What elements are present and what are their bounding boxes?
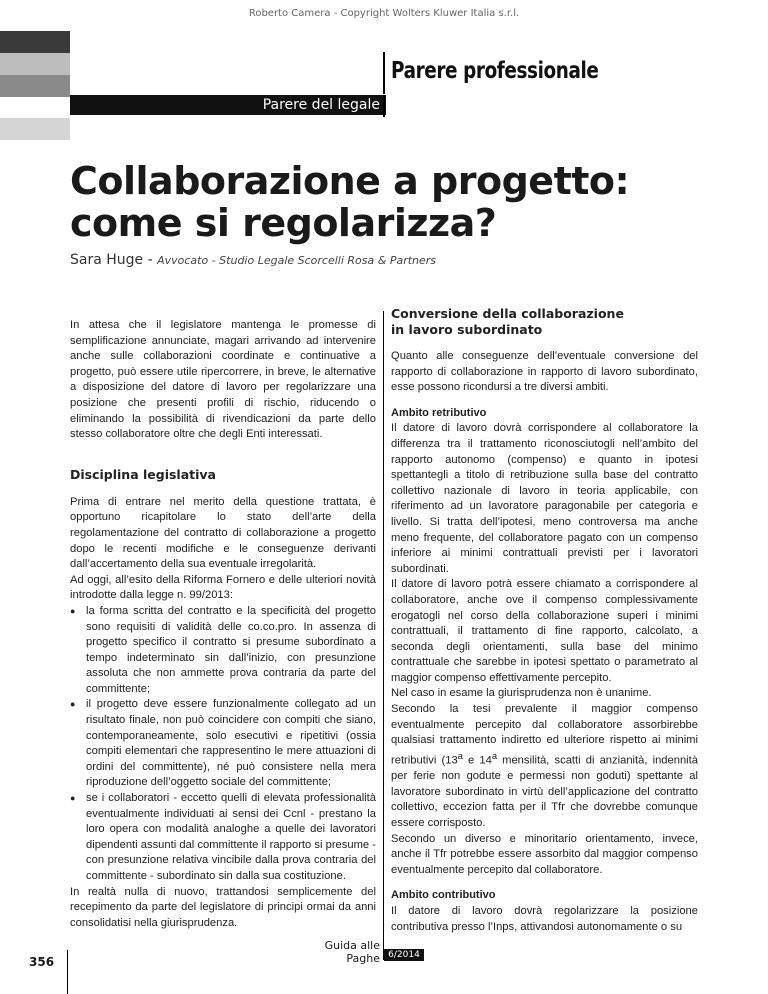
decorative-block bbox=[0, 53, 70, 75]
text-run: Secondo la tesi prevalente il maggior compenso eventualmente percepito dal collaboratore assorbirebbe qualsiasi trattamento indiretto ed ulteriore rispetto ai minimi retributivi (13 bbox=[391, 703, 698, 767]
footer-divider bbox=[67, 950, 68, 994]
list-item: ● se i collaboratori - eccetto quelli di elevata professionalità eventualmente individuati ai sensi dei Ccnl - prestano la loro opera con modalità analoghe a quelle dei lavoratori dipendenti assunti dal committente il rapporto si presume - con presunzione relativa vincibile dalla prova contraria del committente - subordinato sin dalla sua costituzione. bbox=[70, 791, 376, 885]
left-column bbox=[70, 318, 376, 931]
right-column bbox=[391, 306, 698, 935]
heading-line: in lavoro subordinato bbox=[391, 322, 543, 337]
header-divider bbox=[383, 52, 385, 94]
requirements-list bbox=[70, 604, 376, 885]
section-title: Parere professionale bbox=[391, 58, 599, 84]
copyright-notice: Roberto Camera - Copyright Wolters Kluwer Italia s.r.l. bbox=[248, 8, 520, 19]
decorative-block bbox=[0, 75, 70, 97]
page-number: 356 bbox=[29, 955, 55, 969]
column-divider bbox=[383, 311, 384, 951]
superscript: a bbox=[457, 750, 463, 761]
title-line: come si regolarizza? bbox=[70, 201, 497, 245]
author-byline bbox=[70, 252, 436, 268]
author-name: Sara Huge - bbox=[70, 252, 158, 268]
title-line: Collaborazione a progetto: bbox=[70, 159, 630, 203]
article-title bbox=[70, 160, 629, 244]
section-heading bbox=[391, 306, 698, 338]
subsection-divider bbox=[383, 95, 385, 117]
text-run: mensilità, scatti di anzianità, indennità per ferie non godute e permessi non goduti) spettante al lavoratore subordinato in virtù dell’applicazione del contratto collettivo, eccezion fatta per il Tfr che dovrebbe comunque essere corrisposto. bbox=[391, 754, 698, 829]
subheading: Ambito contributivo bbox=[391, 889, 496, 902]
author-affiliation: Avvocato - Studio Legale Scorcelli Rosa & Partners bbox=[157, 254, 437, 267]
body-paragraph: Nel caso in esame la giurisprudenza non è unanime. bbox=[391, 687, 652, 700]
intro-paragraph: In attesa che il legislatore mantenga le promesse di semplificazione annunciate, magari arrivando ad intervenire anche sulle collaborazioni coordinate e continuative a progetto, può essere utile ripercorrere, in breve, le alternative a disposizione del datore di lavoro per regolarizzare una posizione che presenti profili di rischio, riducendo o eliminando la possibilità di rivendicazioni da parte dello stesso collaboratore oltre che degli Enti interessati. bbox=[70, 319, 376, 441]
body-paragraph: Il datore di lavoro dovrà regolarizzare la posizione contributiva presso l’Inps, attivandosi autonomamente o su bbox=[391, 904, 698, 933]
body-paragraph: Secondo un diverso e minoritario orientamento, invece, anche il Tfr potrebbe essere assorbito dal maggior compenso eventualmente percepito dal collaboratore. bbox=[391, 832, 698, 876]
list-item: ● il progetto deve essere funzionalmente collegato ad un risultato finale, non può coincidere con compiti che siano, contemporaneamente, solo esecutivi e ripetitivi (ossia compiti elementari che rappresentino le mere attuazioni di ordini del committente), né può consistere nella mera riproduzione dell’oggetto sociale del committente; bbox=[70, 697, 376, 791]
text-run: e 14 bbox=[462, 754, 492, 767]
subheading: Ambito retributivo bbox=[391, 406, 487, 419]
body-paragraph: Prima di entrare nel merito della questione trattata, è opportuno ricapitolare lo stato dell’arte della regolamentazione del contratto di collaborazione a progetto dopo le recenti modifiche e le conseguenze derivanti dall’accertamento della sua eventuale irregolarità. bbox=[70, 495, 376, 571]
body-paragraph bbox=[391, 702, 698, 831]
heading-line: Conversione della collaborazione bbox=[391, 306, 624, 321]
issue-badge: 6/2014 bbox=[384, 949, 424, 961]
section-heading: Disciplina legislativa bbox=[70, 466, 216, 482]
decorative-block bbox=[0, 31, 70, 53]
body-paragraph: Il datore di lavoro potrà essere chiamato a corrispondere al collaboratore, anche ove il compenso complessivamente erogatogli nel corso della collaborazione superi i minimi contrattuali, il trattamento di fine rapporto, calcolato, a seconda degli orientamenti, sulla base del minimo contrattuale che sarebbe in ipotesi spettato o parametrato al maggior compenso effettivamente percepito. bbox=[391, 578, 698, 684]
decorative-block bbox=[0, 118, 70, 140]
subsection-label: Parere del legale bbox=[262, 97, 380, 113]
body-paragraph: Il datore di lavoro dovrà corrispondere al collaboratore la differenza tra il trattamento riconosciutogli nell’ambito del rapporto autonomo (compenso) e quanto in ipotesi spettantegli a titolo di retribuzione sulla base del contratto collettivo nazionale di lavoro in teoria applicabile, con riferimento ad un lavoratore paragonabile per categoria e livello. Si tratta dell’ipotesi, meno controversa ma anche meno frequente, del collaboratore pagato con un compenso inferiore ai minimi contrattuali previsti per i lavoratori subordinati. bbox=[391, 422, 698, 575]
superscript: a bbox=[491, 750, 498, 761]
publication-name: Guida alle Paghe bbox=[324, 939, 380, 965]
body-paragraph: Quanto alle conseguenze dell’eventuale conversione del rapporto di collaborazione in rapporto di lavoro subordinato, esse possono ricondursi a tre diversi ambiti. bbox=[391, 350, 698, 394]
body-paragraph: Ad oggi, all’esito della Riforma Fornero e delle ulteriori novità introdotte dalla legge n. 99/2013: bbox=[70, 573, 376, 602]
body-paragraph: In realtà nulla di nuovo, trattandosi semplicemente del recepimento da parte del legislatore di principi ormai da anni consolidatisi nella giurisprudenza. bbox=[70, 885, 376, 929]
list-item: ● la forma scritta del contratto e la specificità del progetto sono requisiti di validità delle co.co.pro. In assenza di progetto specifico il contratto si presume subordinato a tempo indeterminato sin dall’inizio, con presunzione assoluta che non ammette prova contraria da parte del committente; bbox=[70, 604, 376, 698]
